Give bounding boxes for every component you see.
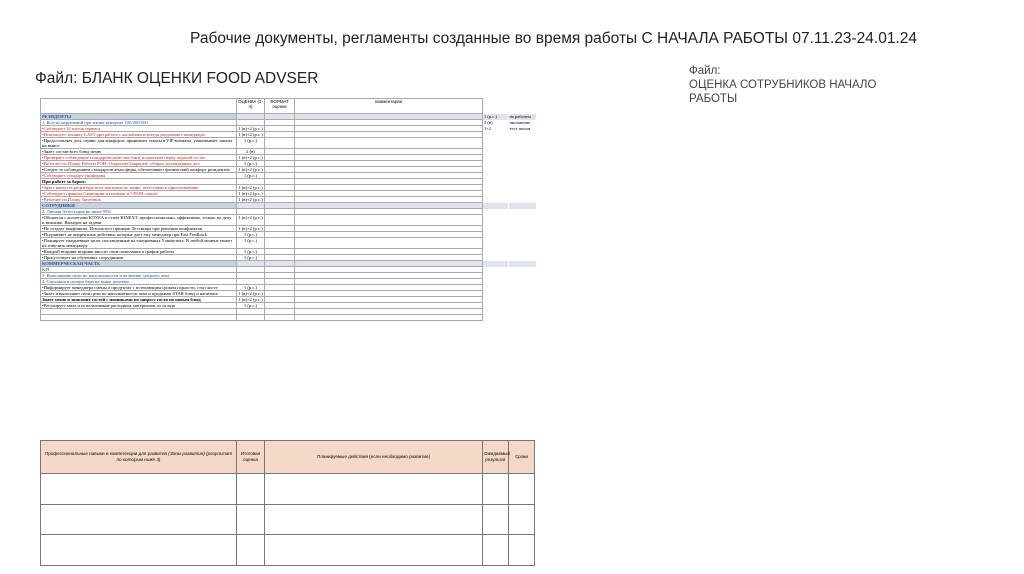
criterion-cell: 1. Кол-во нарушений при жизне контроле 100/200/500 — [41, 120, 237, 126]
cell — [41, 504, 237, 535]
side-note-text: на рабочем — [509, 114, 537, 120]
side-note-code — [483, 215, 509, 226]
table-row — [41, 215, 537, 226]
cell — [483, 535, 509, 566]
criterion-cell: •Общается с коллегами КЛУБА в стиле KINEXT: профессионально, эффективно, только по делу и вежливо. Выходит на задачи — [41, 215, 237, 226]
criterion-cell: СОТРУДНИКИ — [41, 203, 237, 209]
criterion-cell: 3. Выполнение цели по наполненности и величине среднего чека — [41, 273, 237, 279]
criterion-cell: РЕЗИДЕНТЫ — [41, 114, 237, 120]
format-cell — [265, 238, 295, 249]
criterion-cell: •Следит за соблюдением стандартов атмосферы, обеспечивает физический комфорт резидентов — [41, 167, 237, 173]
table-row — [41, 315, 537, 321]
format-cell — [265, 138, 295, 149]
criterion-cell: КОММЕРЧЕСКАЯ ЧАСТЬ — [41, 261, 237, 267]
cell — [509, 474, 535, 505]
page-title: Рабочие документы, регламенты созданные во время работы С НАЧАЛА РАБОТЫ 07.11.23-24.01.24 — [190, 30, 918, 47]
side-note-code — [483, 138, 509, 149]
score-cell: 1 (в)+2 (р.с.) — [238, 132, 263, 137]
score-cell: 1 (в)+2 (р.с.) — [238, 185, 263, 190]
side-note-text — [509, 138, 537, 149]
criterion-cell: •Соблюдает 12 шагов сервиса — [41, 126, 237, 132]
criterion-cell: •Работает по Плану Работы FOH: Открытие/Закрытие, уборки, календарных дел — [41, 161, 237, 167]
criterion-cell: Знает меню и знакомит гостей с новинками по запросу гостя по новым блюд — [41, 297, 237, 303]
table-row — [41, 138, 537, 149]
criterion-cell: При работе за баром: — [41, 179, 237, 185]
score-cell: 1 (в)+2 (р.с.) — [238, 291, 263, 296]
score-cell: 1 (р.с.) — [237, 238, 265, 249]
side-note-code — [483, 315, 509, 321]
development-header-skills — [41, 441, 237, 474]
score-cell: 1 (в)+2 (р.с.) — [238, 297, 263, 302]
side-note-text — [509, 215, 537, 226]
table-row — [41, 238, 537, 249]
development-row — [41, 535, 535, 566]
file-right-label: Файл: — [689, 65, 721, 77]
criterion-cell — [41, 315, 237, 321]
side-note-text: тест письм — [509, 125, 531, 131]
criterion-cell: KPI: — [41, 267, 237, 273]
side-note-text: письменно — [509, 119, 531, 125]
side-note-code: 1 (р.с.) — [483, 114, 509, 120]
score-cell: 1 (в)+2 (р.с.) — [237, 215, 265, 226]
criterion-cell: •Использует технику LAST при работе с жалобами и всегда уведомляет менеджера — [41, 132, 237, 138]
criterion-cell: •Каждый вторник вторник вносит свои пожелания в график работы — [41, 249, 237, 255]
criterion-cell: •Знает наизусть рецептуру всех напитков по меню, аттестован к приготовлению — [41, 185, 237, 191]
header-cell: ФОРМАТ оценки — [265, 99, 295, 114]
evaluation-table — [40, 98, 536, 321]
score-cell: 1 (в)+2 (р.с.) — [238, 226, 263, 231]
cell — [237, 474, 265, 505]
score-cell: 1 (р.с.) — [237, 173, 265, 179]
cell — [509, 535, 535, 566]
criterion-cell: •Знает состав всех блюд меню — [41, 149, 237, 155]
file-label-left: Файл: БЛАНК ОЦЕНКИ FOOD ADVSER — [35, 70, 319, 87]
score-cell: 1 (р.с.) — [237, 249, 265, 255]
comment-cell — [295, 315, 483, 321]
header-cell — [41, 99, 237, 114]
criterion-cell: •Планирует ежедневные цели, поставленные на ежедневных 5 минутках. В любой момент может их озвучить менеджеру — [41, 238, 237, 249]
criterion-cell: 2. Личная Аттестация не ниже 95% — [41, 209, 237, 215]
side-cell — [483, 99, 509, 114]
criterion-cell: •Соблюдает стандарт униформы — [41, 173, 237, 179]
header-cell: ОЦЕНКА (1-4) — [237, 99, 265, 114]
development-skills-note: (Зоны развития) (результат по которым ниже 3) — [116, 451, 233, 462]
score-cell: 1 (в)+2 (р.с.) — [238, 197, 263, 202]
table-header-row — [41, 99, 537, 114]
criterion-cell: •Информирует менеджера смены о продуктах с истекающим сроком годности, стоп листе — [41, 285, 237, 291]
score-cell: 1 (в)+2 (р.с.) — [238, 155, 263, 160]
criterion-cell: •Регулирует заказ и использование расходных материалов со склада — [41, 303, 237, 309]
side-note-text — [509, 315, 537, 321]
score-cell: 1 (в)+2 (р.с.) — [238, 167, 263, 172]
format-cell — [265, 315, 295, 321]
cell — [237, 535, 265, 566]
criterion-cell: •Знает и выполняет свои цели по наполняемости чека и продажам STAR блюд и напитков — [41, 291, 237, 297]
comment-cell — [295, 238, 483, 249]
development-skills-label: Профессиональные навыки и компетенции для развития — [44, 451, 168, 456]
criterion-cell: •Присутствует на обучениях сотрудников — [41, 255, 237, 261]
score-cell: 1 (р.с.) — [237, 303, 265, 309]
development-header-actions: Планируемые действия (если необходимо развитие) — [265, 441, 483, 474]
header-cell: комментарии — [295, 99, 483, 114]
criterion-cell: •Исправляет не корректные действия, которые дает ему менеджер при Fast Feedback — [41, 232, 237, 238]
cell — [265, 474, 483, 505]
score-cell — [237, 315, 265, 321]
score-cell: 1 (р.с.) — [237, 138, 265, 149]
development-header-score: Итоговая оценка — [237, 441, 265, 474]
side-note-code — [483, 238, 509, 249]
score-cell: 2 (в) — [237, 149, 265, 155]
evaluation-sheet — [40, 98, 536, 438]
side-note-code: 1+2 — [484, 125, 492, 131]
comment-cell — [295, 138, 483, 149]
cell — [483, 504, 509, 535]
criterion-cell: 4. Списания и потери бара не выше целевых — [41, 279, 237, 285]
criterion-cell: •Соблюдает правила Санитарии и гигиены и 5 ВОН control — [41, 191, 237, 197]
comment-cell — [295, 215, 483, 226]
criterion-cell: •Не создает конфликты. Использует принцип Лестницы при решении конфликтов — [41, 226, 237, 232]
cell — [265, 504, 483, 535]
development-header-deadline: Сроки — [509, 441, 535, 474]
development-row — [41, 504, 535, 535]
development-row — [41, 474, 535, 505]
side-note-text — [509, 238, 537, 249]
score-cell: 1 (р.с.) — [237, 232, 265, 238]
development-table — [40, 440, 535, 566]
development-header-result: Ожидаемый результат — [483, 441, 509, 474]
score-cell: 1 (в)+2 (р.с.) — [238, 126, 263, 131]
criterion-cell: •Работает по Плану Заготовок — [41, 197, 237, 203]
cell — [265, 535, 483, 566]
score-cell: 1 (р.с.) — [237, 285, 265, 291]
file-label-right — [689, 64, 899, 106]
cell — [509, 504, 535, 535]
criterion-cell: •Проверяет соблюдение стандартов качества блюд и напитков перед подачей гостю — [41, 155, 237, 161]
score-cell: 1 (в)+2 (р.с.) — [238, 191, 263, 196]
cell — [483, 474, 509, 505]
cell — [237, 504, 265, 535]
side-note-code: 2 (в) — [484, 119, 493, 125]
file-right-name: ОЦЕНКА СОТРУБНИКОВ НАЧАЛО РАБОТЫ — [689, 79, 877, 105]
criterion-cell: •Предоставляет доп. сервис для комфорта: принимает заказы в VIP комнаты, упаковывает заказы на вынос — [41, 138, 237, 149]
format-cell — [265, 215, 295, 226]
development-table-block — [40, 440, 534, 566]
development-header-row — [41, 441, 535, 474]
score-cell: 1 (р.с.) — [237, 161, 265, 167]
score-cell: 1 (р.с.) — [237, 255, 265, 261]
cell — [41, 535, 237, 566]
cell — [41, 474, 237, 505]
side-cell — [509, 99, 537, 114]
